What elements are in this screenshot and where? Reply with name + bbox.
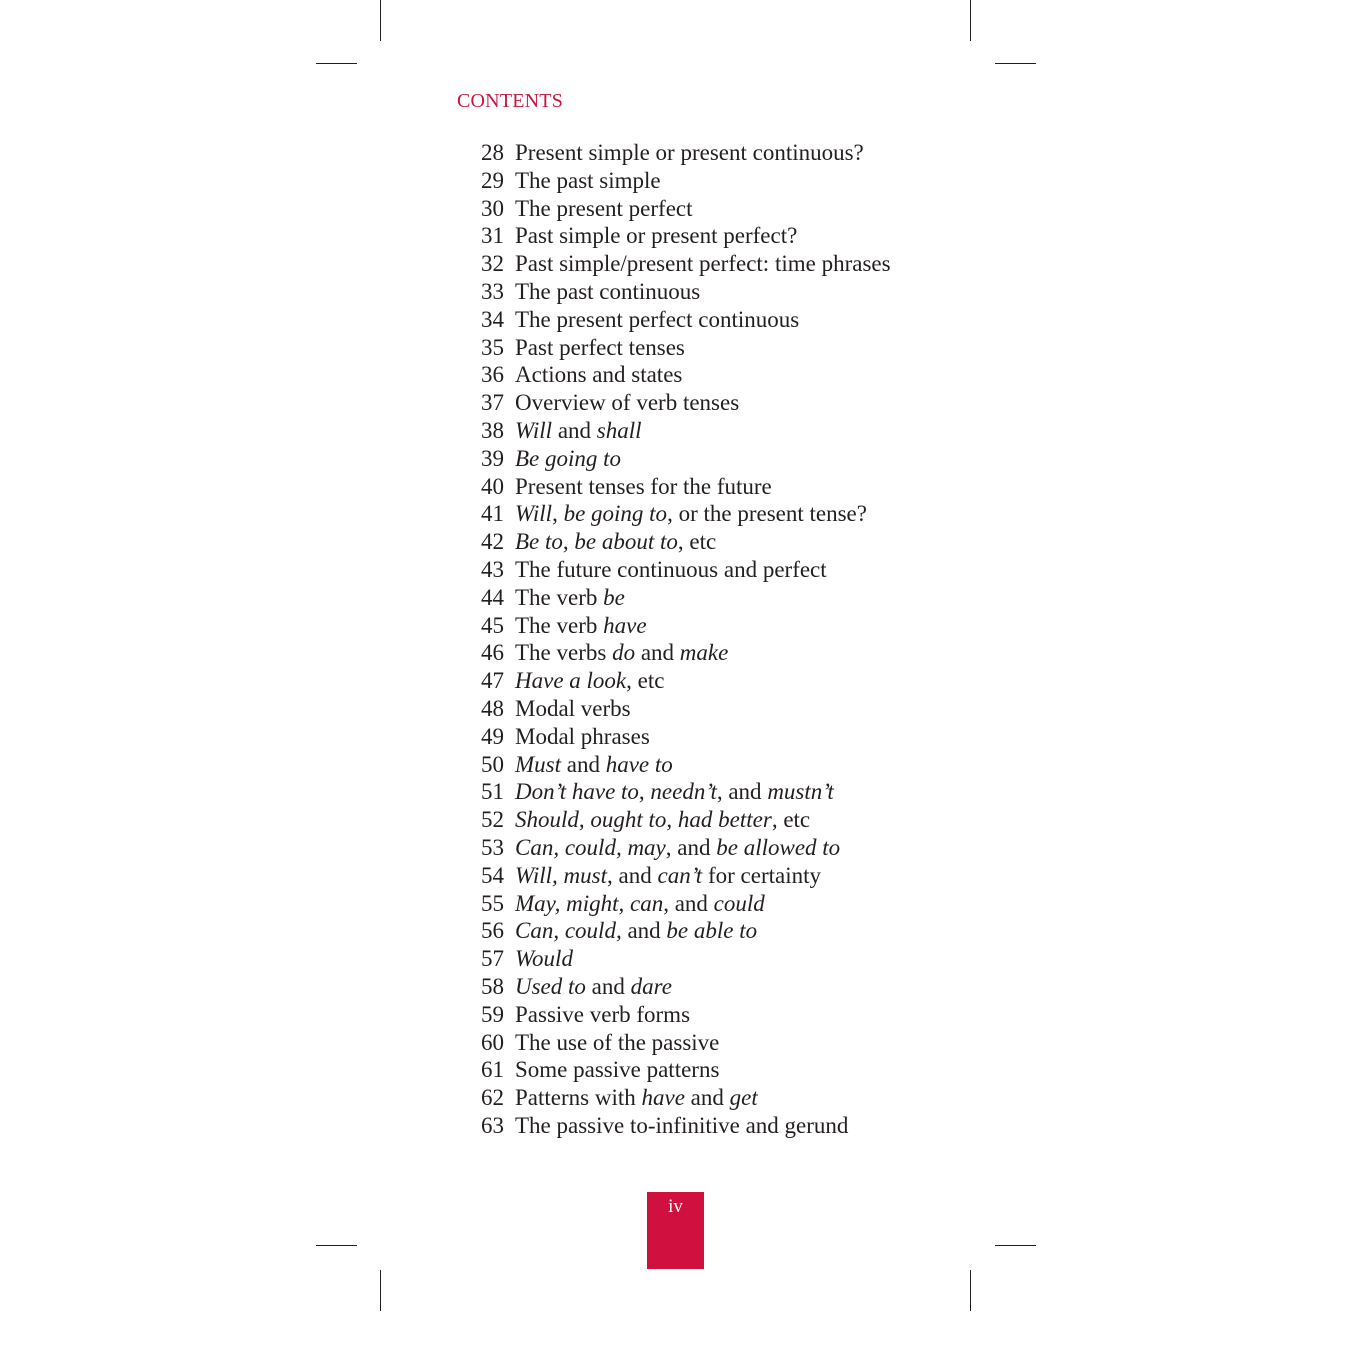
toc-title-italic-segment: be about to [574, 529, 678, 555]
toc-entry-page-number: 37 [481, 390, 504, 416]
toc-entry[interactable] [470, 917, 910, 945]
toc-title-segment: , [552, 501, 564, 527]
toc-title-segment: The verbs [515, 640, 613, 666]
toc-entry-title [515, 890, 895, 918]
toc-entry[interactable] [470, 778, 910, 806]
toc-entry-page-number: 33 [481, 278, 504, 304]
toc-entry-page-number: 45 [481, 612, 504, 638]
toc-title-segment: , and [665, 834, 717, 860]
toc-entry-title [515, 917, 895, 945]
toc-entry-page-number: 51 [481, 779, 504, 805]
toc-entry-page-number: 60 [481, 1029, 504, 1055]
toc-entry[interactable] [470, 751, 910, 779]
toc-title-segment: Patterns with [515, 1085, 642, 1111]
toc-entry-title [515, 473, 895, 501]
toc-entry[interactable] [470, 1084, 910, 1112]
toc-entry-title [515, 1056, 895, 1084]
toc-title-segment: The verb [515, 612, 604, 638]
toc-entry[interactable] [470, 361, 910, 389]
toc-entry-title [515, 723, 895, 751]
toc-entry[interactable] [470, 473, 910, 501]
toc-entry-page-number: 55 [481, 890, 504, 916]
toc-entry[interactable] [470, 306, 910, 334]
toc-entry[interactable] [470, 417, 910, 445]
toc-entry-title [515, 417, 895, 445]
toc-entry-title [515, 973, 895, 1001]
toc-entry-page-number: 63 [481, 1112, 504, 1138]
toc-entry-page-number: 39 [481, 445, 504, 471]
toc-entry-title [515, 862, 895, 890]
toc-entry-page-number: 57 [481, 946, 504, 972]
toc-entry-title [515, 556, 895, 584]
toc-title-segment: Past perfect tenses [515, 334, 685, 360]
toc-entry-page-number: 49 [481, 723, 504, 749]
toc-entry[interactable] [470, 195, 910, 223]
toc-entry[interactable] [470, 500, 910, 528]
toc-entry[interactable] [470, 890, 910, 918]
toc-entry-title [515, 500, 895, 528]
toc-title-segment: and [635, 640, 680, 666]
toc-title-segment: Present simple or present continuous? [515, 140, 864, 165]
toc-entry-page-number: 61 [481, 1057, 504, 1083]
toc-entry-title [515, 334, 895, 362]
toc-entry-page-number: 30 [481, 195, 504, 221]
toc-title-italic-segment: Would [515, 946, 573, 972]
toc-entry[interactable] [470, 556, 910, 584]
toc-title-segment: The present perfect [515, 195, 693, 221]
toc-title-italic-segment: needn’t [650, 779, 717, 805]
toc-title-segment: Past simple or present perfect? [515, 223, 798, 249]
toc-title-italic-segment: Be to [515, 529, 563, 555]
toc-entry[interactable] [470, 334, 910, 362]
toc-entry[interactable] [470, 222, 910, 250]
toc-title-segment: for certainty [702, 862, 821, 888]
toc-entry-page-number: 53 [481, 834, 504, 860]
toc-title-italic-segment: Will [515, 501, 553, 527]
toc-title-italic-segment: have [641, 1085, 685, 1111]
toc-title-italic-segment: be allowed to [716, 834, 841, 860]
toc-entry-page-number: 52 [481, 807, 504, 833]
crop-mark-bottom-left-horizontal [316, 1245, 357, 1246]
toc-entry-title [515, 667, 895, 695]
toc-entry-title [515, 695, 895, 723]
toc-title-italic-segment: be going to [563, 501, 668, 527]
toc-title-segment: Passive verb forms [515, 1001, 691, 1027]
toc-title-segment: Past simple/present perfect: time phrases [515, 251, 891, 277]
toc-entry[interactable] [470, 1029, 910, 1057]
toc-title-segment: The present perfect continuous [515, 306, 800, 332]
table-of-contents [470, 139, 910, 1140]
toc-entry-page-number: 42 [481, 529, 504, 555]
toc-title-segment: , etc [677, 529, 717, 555]
toc-entry-page-number: 58 [481, 973, 504, 999]
toc-title-italic-segment: dare [630, 973, 672, 999]
crop-mark-top-right-vertical [970, 0, 971, 41]
crop-mark-top-left-vertical [380, 0, 381, 41]
toc-title-segment: , etc [626, 668, 665, 694]
toc-title-segment: The past simple [515, 167, 661, 193]
toc-entry[interactable] [470, 612, 910, 640]
toc-entry[interactable] [470, 834, 910, 862]
toc-entry-page-number: 59 [481, 1001, 504, 1027]
toc-title-segment: Present tenses for the future [515, 473, 772, 499]
toc-title-segment: , and [663, 890, 714, 916]
toc-entry-title [515, 1029, 895, 1057]
toc-entry-page-number: 35 [481, 334, 504, 360]
toc-title-italic-segment: May, might, can [515, 890, 664, 916]
toc-title-segment: Some passive patterns [515, 1057, 720, 1083]
toc-entry-title [515, 389, 895, 417]
toc-entry-title [515, 834, 895, 862]
toc-title-italic-segment: Be going to [515, 445, 622, 471]
toc-entry-page-number: 47 [481, 668, 504, 694]
toc-entry[interactable] [470, 639, 910, 667]
toc-title-segment: , or the present tense? [667, 501, 867, 527]
toc-title-segment: Modal verbs [515, 695, 631, 721]
toc-entry-page-number: 50 [481, 751, 504, 777]
toc-title-segment: Overview of verb tenses [515, 390, 740, 416]
toc-title-segment: and [585, 973, 631, 999]
toc-title-italic-segment: Should, ought to, had better [515, 807, 772, 833]
toc-title-italic-segment: Used to [515, 973, 586, 999]
toc-entry-title [515, 445, 895, 473]
toc-entry-title [515, 1084, 895, 1112]
toc-title-segment: and [561, 751, 606, 777]
toc-entry-title [515, 778, 895, 806]
toc-entry-page-number: 28 [481, 140, 504, 165]
toc-title-italic-segment: Will, must [515, 862, 608, 888]
toc-entry-page-number: 40 [481, 473, 504, 499]
toc-title-segment: The passive to-infinitive and gerund [515, 1112, 849, 1138]
crop-mark-bottom-right-vertical [970, 1270, 971, 1311]
crop-mark-bottom-right-horizontal [995, 1245, 1036, 1246]
toc-title-italic-segment: Have a look [515, 668, 627, 694]
toc-entry-title [515, 751, 895, 779]
section-title: CONTENTS [457, 90, 564, 112]
toc-title-italic-segment: Can, could, [515, 918, 622, 944]
toc-title-segment: and [621, 918, 667, 944]
toc-entry-title [515, 584, 895, 612]
toc-title-italic-segment: do [612, 640, 636, 666]
toc-title-italic-segment: have to [605, 751, 673, 777]
toc-entry-page-number: 38 [481, 417, 504, 443]
toc-title-italic-segment: Can, could, may [515, 834, 666, 860]
toc-entry-page-number: 56 [481, 918, 504, 944]
toc-title-segment: The use of the passive [515, 1029, 720, 1055]
toc-title-italic-segment: can’t [657, 862, 703, 888]
toc-entry-title [515, 278, 895, 306]
toc-title-segment: and [684, 1085, 730, 1111]
toc-title-italic-segment: could [713, 890, 765, 916]
page-number: iv [668, 1196, 683, 1217]
toc-entry[interactable] [470, 1001, 910, 1029]
toc-title-segment: , [638, 779, 651, 805]
toc-entry[interactable] [470, 528, 910, 556]
toc-entry[interactable] [470, 1112, 910, 1140]
toc-title-italic-segment: Don’t have to [515, 779, 639, 805]
toc-title-segment: , etc [771, 807, 811, 833]
toc-title-segment: , and [607, 862, 658, 888]
crop-mark-bottom-left-vertical [380, 1270, 381, 1311]
toc-entry-title [515, 195, 895, 223]
toc-entry-page-number: 62 [481, 1085, 504, 1111]
toc-entry[interactable] [470, 806, 910, 834]
toc-entry[interactable] [470, 389, 910, 417]
toc-entry-title [515, 222, 895, 250]
toc-title-italic-segment: mustn’t [767, 779, 834, 805]
toc-title-italic-segment: have [603, 612, 647, 638]
toc-title-italic-segment: be able to [666, 918, 758, 944]
toc-title-segment: , and [716, 779, 768, 805]
toc-entry-page-number: 29 [481, 167, 504, 193]
toc-title-italic-segment: get [729, 1085, 758, 1111]
toc-entry-page-number: 46 [481, 640, 504, 666]
toc-entry-page-number: 36 [481, 362, 504, 388]
toc-entry-title [515, 639, 895, 667]
toc-entry[interactable] [470, 667, 910, 695]
toc-entry-page-number: 31 [481, 223, 504, 249]
toc-entry-title [515, 139, 895, 167]
toc-title-segment: , [562, 529, 575, 555]
toc-entry[interactable] [470, 945, 910, 973]
toc-entry-title [515, 306, 895, 334]
toc-entry[interactable] [470, 250, 910, 278]
toc-entry[interactable] [470, 167, 910, 195]
toc-title-segment: The past continuous [515, 278, 701, 304]
toc-entry-page-number: 44 [481, 584, 504, 610]
toc-title-segment: The future continuous and perfect [515, 556, 827, 582]
toc-entry[interactable] [470, 862, 910, 890]
toc-entry-page-number: 41 [481, 501, 504, 527]
crop-mark-top-right-horizontal [995, 63, 1036, 64]
toc-entry-page-number: 54 [481, 862, 504, 888]
toc-entry-title [515, 612, 895, 640]
toc-entry[interactable] [470, 278, 910, 306]
toc-entry[interactable] [470, 973, 910, 1001]
toc-title-italic-segment: be [603, 584, 625, 610]
toc-entry-title [515, 806, 895, 834]
toc-title-italic-segment: make [679, 640, 729, 666]
toc-entry-title [515, 945, 895, 973]
toc-entry[interactable] [470, 723, 910, 751]
toc-entry-title [515, 1112, 895, 1140]
page-number-tab [647, 1192, 704, 1269]
toc-entry-title [515, 250, 895, 278]
toc-entry-title [515, 528, 895, 556]
toc-title-italic-segment: shall [596, 417, 642, 443]
toc-entry-title [515, 361, 895, 389]
toc-entry-page-number: 32 [481, 251, 504, 277]
toc-entry[interactable] [470, 445, 910, 473]
toc-title-segment: The verb [515, 584, 604, 610]
toc-entry[interactable] [470, 584, 910, 612]
toc-title-segment: and [552, 417, 597, 443]
toc-title-segment: Modal phrases [515, 723, 650, 749]
toc-title-italic-segment: Must [515, 751, 561, 777]
toc-entry[interactable] [470, 1056, 910, 1084]
toc-entry[interactable] [470, 139, 910, 167]
toc-entry-page-number: 34 [481, 306, 504, 332]
toc-entry[interactable] [470, 695, 910, 723]
toc-entry-title [515, 167, 895, 195]
toc-entry-title [515, 1001, 895, 1029]
crop-mark-top-left-horizontal [316, 63, 357, 64]
toc-title-italic-segment: Will [515, 417, 553, 443]
toc-entry-page-number: 48 [481, 695, 504, 721]
toc-entry-page-number: 43 [481, 556, 504, 582]
toc-title-segment: Actions and states [515, 362, 683, 388]
